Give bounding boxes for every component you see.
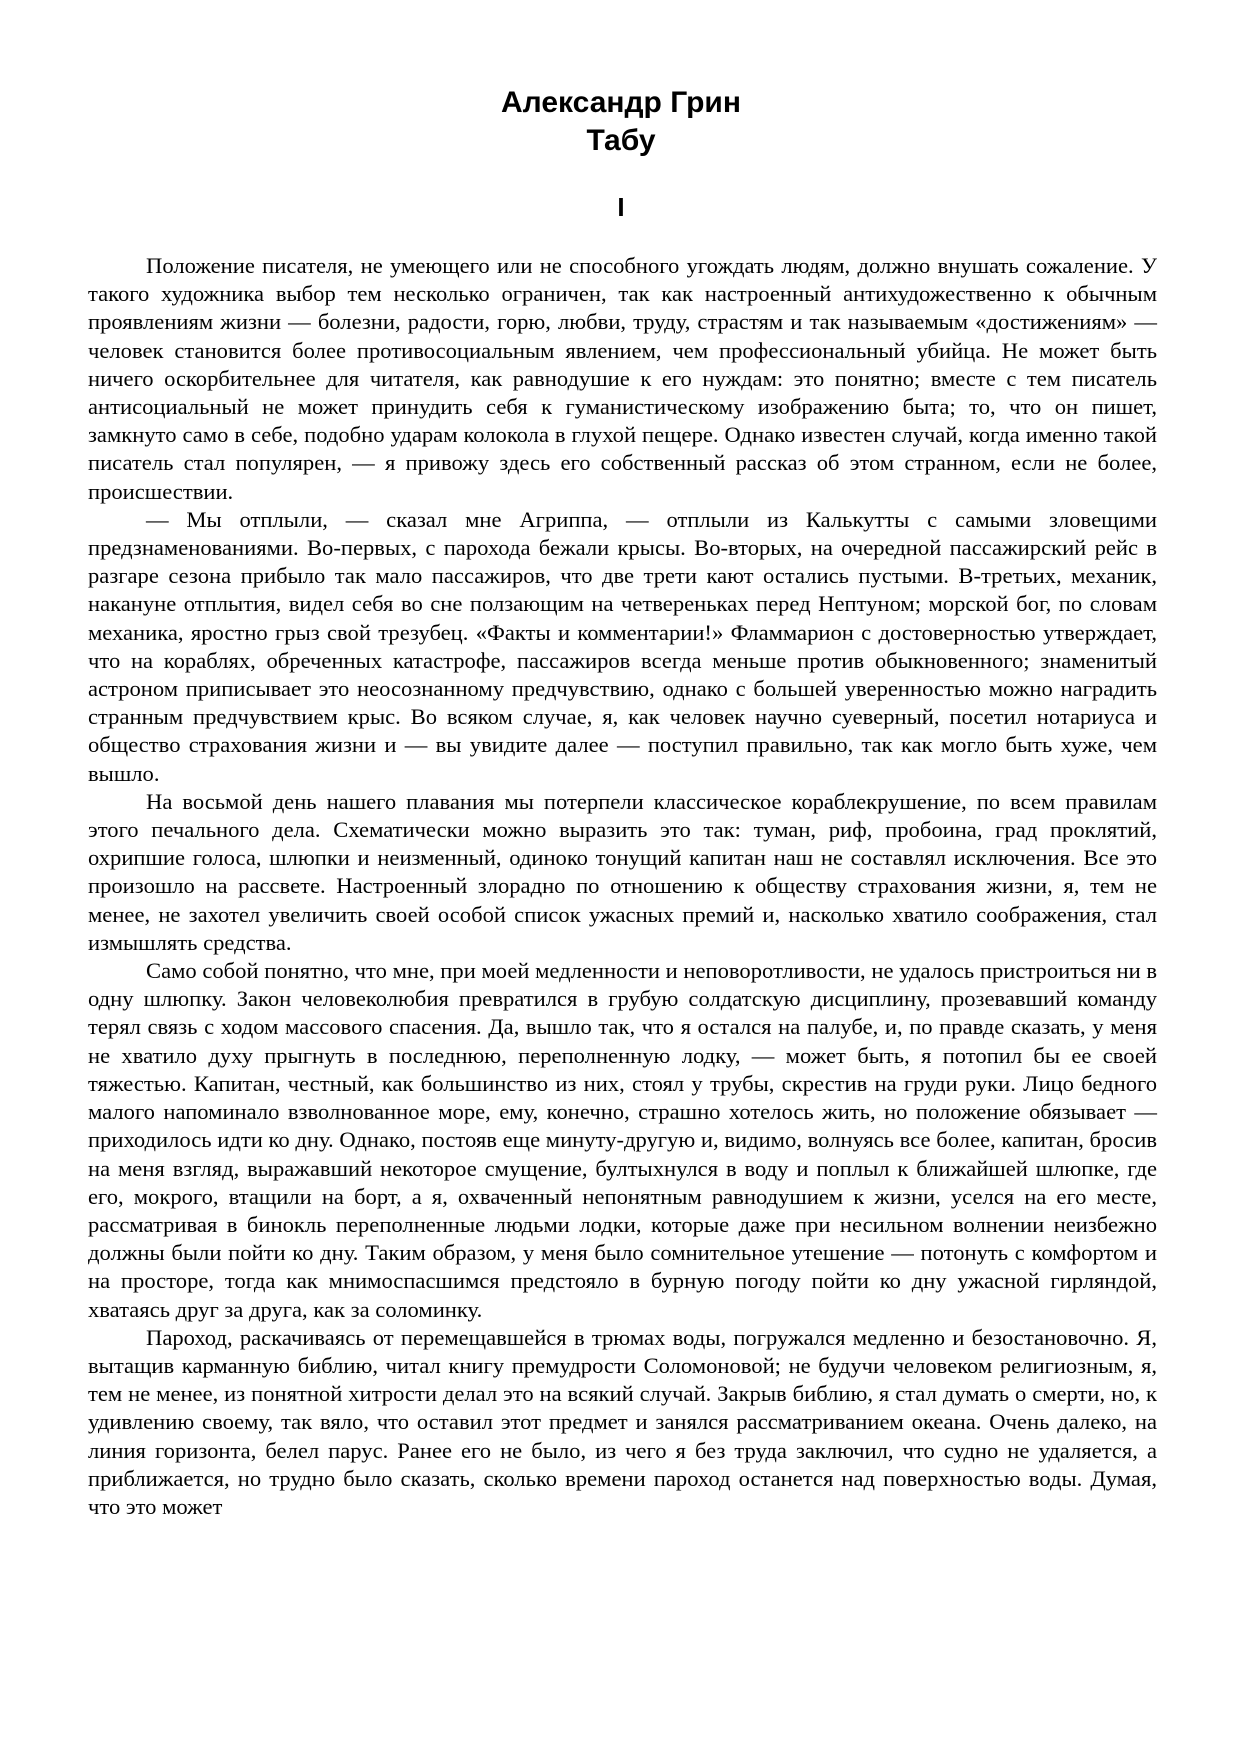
author-name: Александр Грин [501, 86, 741, 119]
paragraph: Пароход, раскачиваясь от перемещавшейся в трюмах воды, погружался медленно и безостановочно. Я, вытащив карманную библию, читал книгу премудрости Соломоновой; не будучи человеком религиозным, я, тем не менее, из понятной хитрости делал это на всякий случай. Закрыв библию, я стал думать о смерти, но, к удивлению своему, так вяло, что оставил этот предмет и занялся рассматриванием океана. Очень далеко, на линия горизонта, белел парус. Ранее его не было, из чего я без труда заключил, что судно не удаляется, а приближается, но трудно было сказать, сколько времени пароход останется над поверхностью воды. Думая, что это может [88, 1324, 1157, 1519]
paragraph: На восьмой день нашего плавания мы потерпели классическое кораблекрушение, по всем правилам этого печального дела. Схематически можно выразить это так: туман, риф, пробоина, град проклятий, охрипшие голоса, шлюпки и неизменный, одиноко тонущий капитан наш не составлял исключения. Все это произошло на рассвете. Настроенный злорадно по отношению к обществу страхования жизни, я, тем не менее, не захотел увеличить своей особой список ужасных премий и, насколько хватило соображения, стал измышлять средства. [88, 788, 1157, 955]
paragraph: Само собой понятно, что мне, при моей медленности и неповоротливости, не удалось пристроиться ни в одну шлюпку. Закон человеколюбия превратился в грубую солдатскую дисциплину, прозевавший команду терял связь с ходом массового спасения. Да, вышло так, что я остался на палубе, и, по правде сказать, у меня не хватило духу прыгнуть в последнюю, переполненную лодку, — может быть, я потопил бы ее своей тяжестью. Капитан, честный, как большинство из них, стоял у трубы, скрестив на груди руки. Лицо бедного малого напоминало взволнованное море, ему, конечно, страшно хотелось жить, но положение обязывает — приходилось идти ко дну. Однако, постояв еще минуту-другую и, видимо, волнуясь все более, капитан, бросив на меня взгляд, выражавший некоторое смущение, бултыхнулся в воду и поплыл к ближайшей шлюпке, где его, мокрого, втащили на борт, а я, охваченный непонятным равнодушием к жизни, уселся на его месте, рассматривая в бинокль переполненные людьми лодки, которые даже при несильном волнении неизбежно должны были пойти ко дну. Таким образом, у меня было сомнительное утешение — потонуть с комфортом и на просторе, тогда как мнимоспасшимся предстояло в бурную погоду пойти ко дну ужасной гирляндой, хватаясь друг за друга, как за соломинку. [88, 958, 1157, 1322]
paragraph: — Мы отплыли, — сказал мне Агриппа, — отплыли из Калькутты с самыми зловещими предзнаменованиями. Во-первых, с парохода бежали крысы. Во-вторых, на очередной пассажирский рейс в разгаре сезона прибыло так мало пассажиров, что две трети кают остались пустыми. В-третьих, механик, накануне отплытия, видел себя во сне ползающим на четвереньках перед Нептуном; морской бог, по словам механика, яростно грыз свой трезубец. «Факты и комментарии!» Фламмарион с достоверностью утверждает, что на кораблях, обреченных катастрофе, пассажиров всегда меньше против обыкновенного; знаменитый астроном приписывает это неосознанному предчувствию, однако с большей уверенностью можно наградить странным предчувствием крыс. Во всяком случае, я, как человек научно суеверный, посетил нотариуса и общество страхования жизни и — вы увидите далее — поступил правильно, так как могло быть хуже, чем вышло. [88, 506, 1157, 786]
chapter-heading: I [617, 192, 625, 222]
paragraph: Положение писателя, не умеющего или не способного угождать людям, должно внушать сожаление. У такого художника выбор тем несколько ограничен, так как настроенный антихудожественно к обычным проявлениям жизни — болезни, радости, горю, любви, труду, страстям и так называемым «достижениям» — человек становится более противосоциальным явлением, чем профессиональный убийца. Не может быть ничего оскорбительнее для читателя, как равнодушие к его нуждам: это понятно; вместе с тем писатель антисоциальный не может принудить себя к гуманистическому изображению быта; то, что он пишет, замкнуто само в себе, подобно ударам колокола в глухой пещере. Однако известен случай, когда именно такой писатель стал популярен, — я привожу здесь его собственный рассказ об этом странном, если не более, происшествии. [88, 253, 1157, 504]
document-header [0, 84, 1242, 160]
story-body [88, 252, 1157, 1521]
story-title: Табу [586, 124, 656, 157]
